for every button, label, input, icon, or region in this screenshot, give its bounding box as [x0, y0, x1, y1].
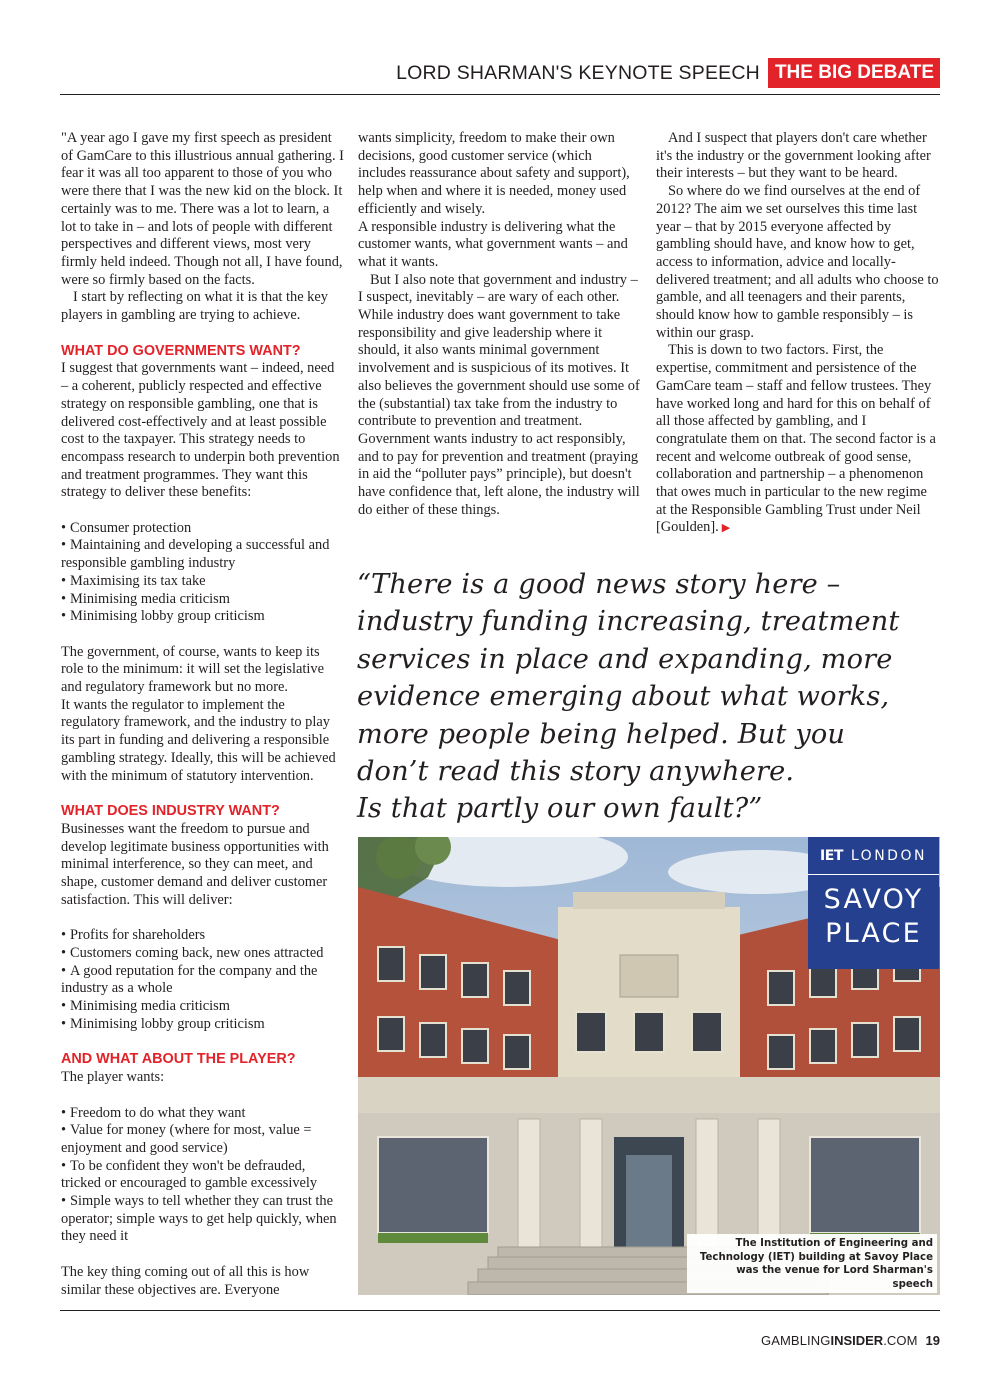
page-footer	[761, 1333, 940, 1348]
sign-venue-name: SAVOY PLACE	[823, 884, 924, 949]
paragraph: So where do we find ourselves at the end of 2012? The aim we set ourselves this time last year – that by 2015 everyone affected by gambling should have, and know how to get, access to information, advice and locally-delivered treatment; and all adults who choose to gamble, and all teenagers and their parents, should know how to gamble responsibly – is within our grasp.	[656, 183, 939, 341]
running-header	[396, 58, 940, 88]
list-item: • Profits for shareholders	[61, 927, 345, 945]
paragraph: The government, of course, wants to keep its role to the minimum: it will set the legislative and regulatory framework but no more.	[61, 643, 324, 696]
industry-list	[61, 927, 345, 1033]
paragraph: The key thing coming out of all this is how similar these objectives are. Everyone	[61, 1263, 310, 1298]
list-item: • To be confident they won't be defrauded, tricked or encouraged to gamble excessively	[61, 1158, 345, 1193]
page-number: 19	[925, 1333, 940, 1348]
list-item: • Maintaining and developing a successful and responsible gambling industry	[61, 537, 345, 572]
list-item: • Simple ways to tell whether they can trust the operator; simple ways to get help quickly, when they need it	[61, 1193, 345, 1246]
paragraph: A responsible industry is delivering what the customer wants, what government wants – and what it wants.	[358, 218, 628, 270]
paragraph	[656, 342, 940, 538]
sign-header	[808, 837, 939, 875]
site-name-part: GAMBLING	[761, 1333, 831, 1348]
header-rule	[60, 94, 940, 95]
benefits-list	[61, 520, 345, 626]
paragraph: And I suspect that players don't care whether it's the industry or the government looking after their interests – but they want to be heard.	[656, 130, 931, 182]
player-list	[61, 1105, 345, 1247]
section-title: LORD SHARMAN'S KEYNOTE SPEECH	[396, 61, 760, 84]
site-name-part: .COM	[883, 1333, 918, 1348]
paragraph-text: This is down to two factors. First, the expertise, commitment and persistence of the GamCare team – staff and fellow trustees. They have worked long and hard for this on behalf of all those affected by gambling, and I congratulate them on that. The second factor is a recent and welcome outbreak of good sense, collaboration and partnership – a phenomenon that owes much in particular to the new regime at the Responsible Gambling Trust under Neil [Goulden].	[656, 342, 936, 536]
list-item: • Minimising lobby group criticism	[61, 1016, 345, 1034]
continue-arrow-icon: ▶	[721, 522, 731, 535]
subheading-player: AND WHAT ABOUT THE PLAYER?	[61, 1051, 296, 1068]
paragraph: wants simplicity, freedom to make their own decisions, good customer service (which includes reassurance about safety and support), help when and where it is needed, money used efficiently and wisely.	[358, 130, 630, 217]
list-item: • Customers coming back, new ones attracted	[61, 945, 345, 963]
paragraph: I start by reflecting on what it is that the key players in gambling are trying to achieve.	[61, 289, 328, 324]
list-item: • Consumer protection	[61, 520, 345, 538]
subheading-industry: WHAT DOES INDUSTRY WANT?	[61, 803, 280, 820]
footer-rule	[60, 1310, 940, 1311]
site-name-part: INSIDER	[830, 1333, 884, 1348]
iet-logo: IET	[820, 847, 843, 864]
paragraph: It wants the regulator to implement the regulatory framework, and the industry to play its part in funding and delivering a responsible gambling strategy. Ideally, this will be achieved with the minimum of statutory intervention.	[61, 696, 336, 784]
text-column-1	[61, 130, 345, 1299]
list-item: • Value for money (where for most, value = enjoyment and good service)	[61, 1122, 345, 1157]
paragraph: But I also note that government and industry – I suspect, inevitably – are wary of each other. While industry does want government to take responsibility and give leadership where it should, it also wants minimal government involvement and is suspicious of its motives. It also believes the government should use some of the (substantial) tax take from the industry to contribute to prevention and treatment. Government wants industry to act responsibly, and to pay for prevention and treatment (praying in aid the “polluter pays” principle), but doesn't have confidence that, left alone, the industry will do either of these things.	[358, 271, 640, 518]
paragraph: "A year ago I gave my first speech as president of GamCare to this illustrious annual gathering. I fear it was all too apparent to those of you who were there that I was the new kid on the block. It certainly was to me. There was a lot to learn, a lot to take in – and lots of people with different perspectives and different views, most very firmly held indeed. Though not all, I have found, were so firmly based on the facts.	[61, 130, 344, 288]
iet-savoy-place-sign	[808, 837, 939, 969]
subheading-governments: WHAT DO GOVERNMENTS WANT?	[61, 342, 301, 359]
text-column-2	[358, 130, 642, 519]
list-item: • A good reputation for the company and the industry as a whole	[61, 963, 345, 998]
list-item: • Minimising media criticism	[61, 591, 345, 609]
building-photo	[358, 837, 940, 1295]
text-column-3	[656, 130, 940, 538]
photo-caption: The Institution of Engineering and Technology (IET) building at Savoy Place was the venue for Lord Sharman's speech	[687, 1234, 937, 1293]
pull-quote: “There is a good news story here – industry funding increasing, treatment services in place and expanding, more evidence emerging about what works, more people being helped. But you don’t read this story anywhere. Is that partly our own fault?”	[357, 569, 900, 825]
paragraph: I suggest that governments want – indeed, need – a coherent, publicly respected and effective strategy on responsible gambling, one that is delivered cost-effectively and at least possible cost to the taxpayer. This strategy needs to encompass research to underpin both prevention and treatment programmes. They want this strategy to deliver these benefits:	[61, 360, 340, 501]
list-item: • Minimising lobby group criticism	[61, 608, 345, 626]
list-item: • Minimising media criticism	[61, 998, 345, 1016]
paragraph: The player wants:	[61, 1069, 165, 1086]
sign-city: LONDON	[850, 847, 927, 864]
section-tag: THE BIG DEBATE	[768, 58, 940, 88]
paragraph: Businesses want the freedom to pursue and develop legitimate business opportunities with minimal interference, so they can meet, and shape, customer demand and deliver customer satisfaction. This will deliver:	[61, 820, 329, 908]
list-item: • Freedom to do what they want	[61, 1105, 345, 1123]
list-item: • Maximising its tax take	[61, 573, 345, 591]
